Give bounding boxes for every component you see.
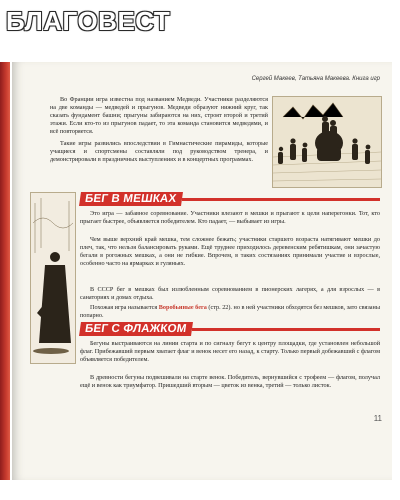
heading-rule [182, 198, 380, 201]
watermark-logo: БЛАГОВЕСТ [6, 6, 171, 36]
intro-paragraph-2: Такие игры развились впоследствии в Гимнастические пирамиды, которые учащиеся и спортсмены составляли под руководством тренера, и демонстрировали в праздничных выступлениях и в концертных программах. [50, 140, 268, 164]
book-spine [0, 62, 10, 480]
sack-race-engraving [30, 192, 76, 364]
running-head: Сергей Макеев, Татьяна Макеева. Книга игр [251, 76, 380, 82]
sack-race-paragraph-3: В СССР бег в мешках был излюбленным соревнованием в пионерских лагерях, а для взрослых — в санаториях и домах отдыха. [80, 286, 380, 302]
section-title: БЕГ В МЕШКАХ [79, 192, 183, 206]
sack-race-paragraph-2: Чем выше верхний край мешка, тем сложнее бежать; участники старшего возраста натягивают мешки до плеч, так, что нельзя балансировать руками. Ещё труднее приходилось деревенским ребятишкам, они зачастую бегали в рогожных мешках, а они не гибкие. Впрочем, в таких состязаниях принимали участие и взрослые, особенно часто на ярмарках и гуляньях. [80, 236, 380, 268]
sack-race-paragraph-1: Это игра — забавное соревнование. Участники влезают в мешки и прыгают к цели наперегонки. Тот, кто прыгает быстрее, объявляется победителем. Кто падает, — выбывает из игры. [80, 210, 380, 226]
page-number: 11 [373, 414, 382, 423]
cross-reference-link[interactable]: Воробьиные бега [158, 304, 207, 311]
sack-race-paragraph-4: Похожая игра называется Воробьиные бега (стр. 22). но в ней участники обходятся без мешков, зато связаны попарно. [80, 304, 381, 320]
pyramid-engraving [272, 96, 382, 188]
heading-rule [192, 328, 380, 331]
section-title: БЕГ С ФЛАЖКОМ [79, 322, 193, 336]
intro-paragraph-1: Во Франции игра известна под названием Медведи. Участники разделяются на две команды — медведей и прыгунов. Медведи образуют нижний круг, так сказать фундамент башни; прыгуны забираются на них, строят второй и третий этажи. Если кто-то из прыгунов падает, то эта команда становится медведями, и всё повторяется. [50, 96, 268, 136]
section-heading-flag-race [80, 322, 380, 336]
section-heading-sack-race [80, 192, 380, 206]
flag-race-paragraph-2: В древности бегуны подвешивали на старте венок. Победитель, вернувшийся с трофеем — флагом, получал ещё и венок как триумфатор. Пришедший вторым — цветок из венка, третий — только листок. [80, 374, 380, 390]
flag-race-paragraph-1: Бегуны выстраиваются на линии старта и по сигналу бегут к центру площадки, где установлен небольшой флаг. Прибежавший первым хватает флаг и венок несет его назад, к старту. Только первый добежавший с флагом объявляется победителем. [80, 340, 380, 364]
